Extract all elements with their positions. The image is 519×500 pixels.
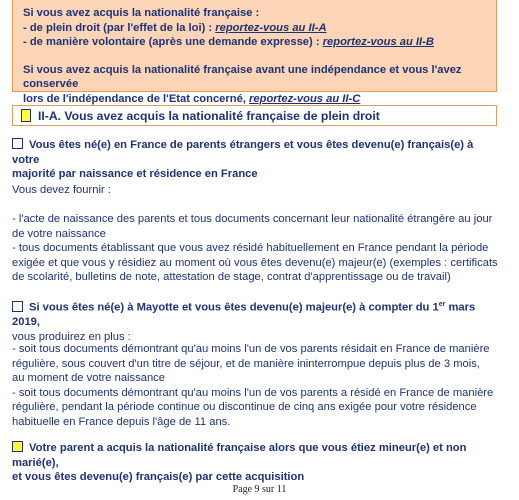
question-3: Votre parent a acquis la nationalité française alors que vous étiez mineur(e) et non marié(e), et vous êtes devenu(e) français(e) par cette acquisition [12,442,467,483]
question-2: Si vous êtes né(e) à Mayotte et vous êtes devenu(e) majeur(e) à compter du 1er mars 2019, vous produirez en plus : [12,301,476,343]
page-number: Page 9 sur 11 [232,484,287,495]
checkbox-1[interactable] [12,138,23,149]
list-item: - tous documents établissant que vous avez résidé habituellement en France pendant la période [12,242,489,254]
list-item: de votre naissance [12,227,106,240]
list-item: exigée et que vous y résidiez au moment où vous êtes devenu(e) majeur(e) (exemples : certificats [12,256,498,269]
question-1: Vous êtes né(e) en France de parents étrangers et vous êtes devenu(e) français(e) à votre majorité par naissance et résidence en France [12,139,474,180]
list-item: - l'acte de naissance des parents et tous documents concernant leur nationalité étrangère au jour [12,213,493,225]
checkbox-2[interactable] [12,301,23,312]
info-line-5: lors de l'indépendance de l'Etat concerné, reportez-vous au II-C [23,92,361,105]
info-line-3: - de manière volontaire (après une demande expresse) : reportez-vous au II-B [23,36,434,49]
info-line-2: - de plein droit (par l'effet de la loi) : reportez-vous au II-A [23,21,327,34]
info-box [12,0,497,105]
list-item: - soit tous documents démontrant qu'au moins l'un de vos parents a résidé en France de manière [12,386,494,399]
list-item: de scolarité, bulletins de note, attestation de stage, contrat d'apprentissage ou de travail) [12,271,451,283]
info-line-1: Si vous avez acquis la nationalité française : [23,7,260,19]
link-ii-b[interactable]: reportez-vous au II-B [322,36,434,49]
list-item: au moment de votre naissance [12,372,165,384]
highlight-marker [21,109,31,122]
list-item: - soit tous documents démontrant qu'au moins l'un de vos parents résidait en France de manière [12,343,490,355]
list-item: régulière, pendant la période continue ou discontinue de cinq ans exigée pour votre résidence [12,401,477,413]
documents-list-2 [12,342,502,429]
link-ii-c[interactable]: reportez-vous au II-C [249,92,361,105]
section-title: II-A. Vous avez acquis la nationalité française de plein droit [38,108,380,123]
checkbox-3[interactable] [12,441,23,452]
list-item: régulière, sous couvert d'un titre de séjour, et de manière ininterrompue depuis plus de 3 mois, [12,357,480,370]
link-ii-a[interactable]: reportez-vous au II-A [215,21,327,34]
documents-list-1 [12,212,502,285]
section-header [12,105,497,126]
list-item: habituelle en France depuis l'âge de 11 ans. [12,415,231,428]
info-line-4: Si vous avez acquis la nationalité française avant une indépendance et vous l'avez conservée [23,63,462,91]
vous-devez-fournir: Vous devez fournir : [12,184,111,196]
